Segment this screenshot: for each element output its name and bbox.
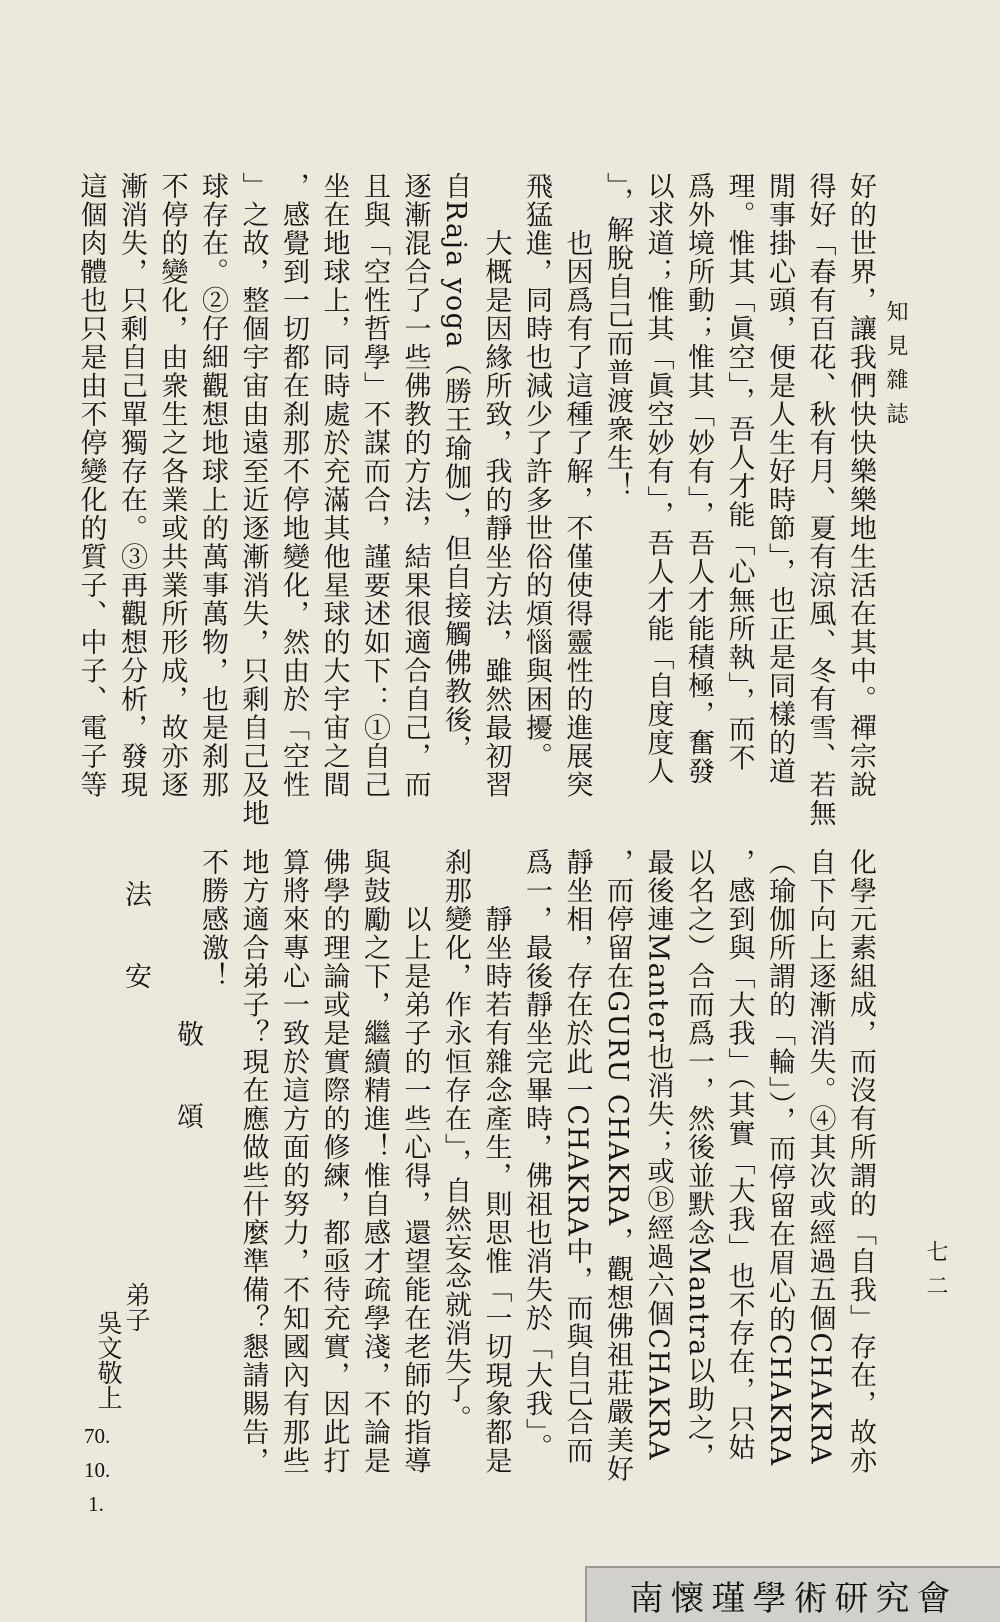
text-column: 」之故，整個宇宙由遠至近逐漸消失，只剩自己及地: [237, 172, 269, 828]
date-year: 70.: [84, 1424, 111, 1448]
text-column: 刹那變化，作永恒存在」，自然妄念就消失了。: [440, 848, 471, 1433]
text-column: 這個肉體也只是由不停變化的質子、中子、電子等: [75, 172, 107, 799]
text-column: 自下向上逐漸消失。④其次或經過五個CHAKRA: [804, 848, 836, 1466]
letter-date: [84, 1424, 111, 1516]
text-column: 理。惟其「眞空」，吾人才能「心無所執」，而不: [723, 172, 755, 772]
text-column: 不停的變化，由衆生之各業或共業所形成，故亦逐: [156, 172, 188, 799]
watermark-stamp: 南懷瑾學術研究會: [585, 1566, 1000, 1622]
text-column: 算將來專心一致於這方面的努力，不知國內有那些: [278, 848, 309, 1475]
text-column: 得好「春有百花、秋有月、夏有涼風、冬有雪、若無: [804, 172, 836, 828]
text-column: ，感覺到一切都在刹那不停地變化，然由於「空性: [278, 172, 309, 799]
text-column: 逐漸混合了一些佛教的方法，結果很適合自己，而: [399, 172, 431, 799]
text-column: ，而停留在GURU CHAKRA，觀想佛祖莊嚴美好: [602, 848, 633, 1484]
text-column: 以求道；惟其「眞空妙有」，吾人才能「自度度人: [642, 172, 674, 786]
signature-title: 弟子: [122, 1282, 151, 1332]
text-column: 大概是因緣所致，我的靜坐方法，雖然最初習: [480, 172, 512, 799]
text-column: 爲外境所動；惟其「妙有」，吾人才能積極，奮發: [683, 172, 714, 786]
text-column: 以名之）合而爲一，然後並默念Mantra以助之，: [683, 848, 714, 1471]
text-column: 化學元素組成，而沒有所謂的「自我」存在，故亦: [845, 848, 876, 1475]
text-column: 球存在。②仔細觀想地球上的萬事萬物，也是刹那: [197, 172, 228, 799]
text-column: 與鼓勵之下，繼續精進！惟自感才疏學淺，不論是: [359, 848, 390, 1475]
text-column: ，感到與「大我」（其實「大我」也不存在，只姑: [723, 848, 755, 1462]
date-month: 10.: [84, 1458, 111, 1482]
text-column: 佛學的理論或是實際的修練，都亟待充實，因此打: [318, 848, 350, 1475]
text-column: 且與「空性哲學」不謀而合，謹要述如下：①自己: [359, 172, 390, 799]
signature-name: 吳文敬上: [94, 1310, 123, 1410]
date-day: 1.: [88, 1492, 104, 1516]
text-column: 」，解脫自己而普渡衆生！: [602, 172, 633, 501]
text-column: 不勝感激！: [197, 848, 228, 991]
text-column: 最後連Manter也消失；或Ⓑ經過六個CHAKRA: [642, 848, 674, 1462]
text-column: 飛猛進，同時也減少了許多世俗的煩惱與困擾。: [521, 172, 552, 771]
text-column: 爲一，最後靜坐完畢時，佛祖也消失於「大我」。: [521, 848, 552, 1462]
magazine-title: 知見雜誌: [883, 300, 908, 436]
text-column: 好的世界，讓我們快快樂樂地生活在其中。禪宗說: [845, 172, 876, 799]
text-column: 靜坐相，存在於此一CHAKRA中，而與自己合而: [561, 848, 593, 1466]
text-column: 坐在地球上，同時處於充滿其他星球的大宇宙之間: [318, 172, 350, 799]
text-column: 也因爲有了這種了解，不僅使得靈性的進展突: [561, 172, 593, 799]
text-column: 靜坐時若有雜念產生，則思惟「一切現象都是: [480, 848, 512, 1475]
text-column: 漸消失，只剩自己單獨存在。③再觀想分析，發現: [116, 172, 147, 799]
text-column: 閒事掛心頭，便是人生好時節」，也正是同樣的道: [764, 172, 795, 786]
text-column: 以上是弟子的一些心得，還望能在老師的指導: [399, 848, 431, 1475]
text-column: 地方適合弟子？現在應做些什麼準備？懇請賜告，: [237, 848, 269, 1475]
text-column: （瑜伽所謂的「輪」），而停留在眉心的CHAKRA: [764, 848, 795, 1467]
closing-blessing: 法 安: [120, 880, 151, 1003]
text-column: 自Raja yoga（勝王瑜伽），但自接觸佛教後，: [440, 172, 471, 763]
closing-salutation: 敬 頌: [172, 1020, 203, 1143]
page-number: 七二: [923, 1240, 948, 1308]
